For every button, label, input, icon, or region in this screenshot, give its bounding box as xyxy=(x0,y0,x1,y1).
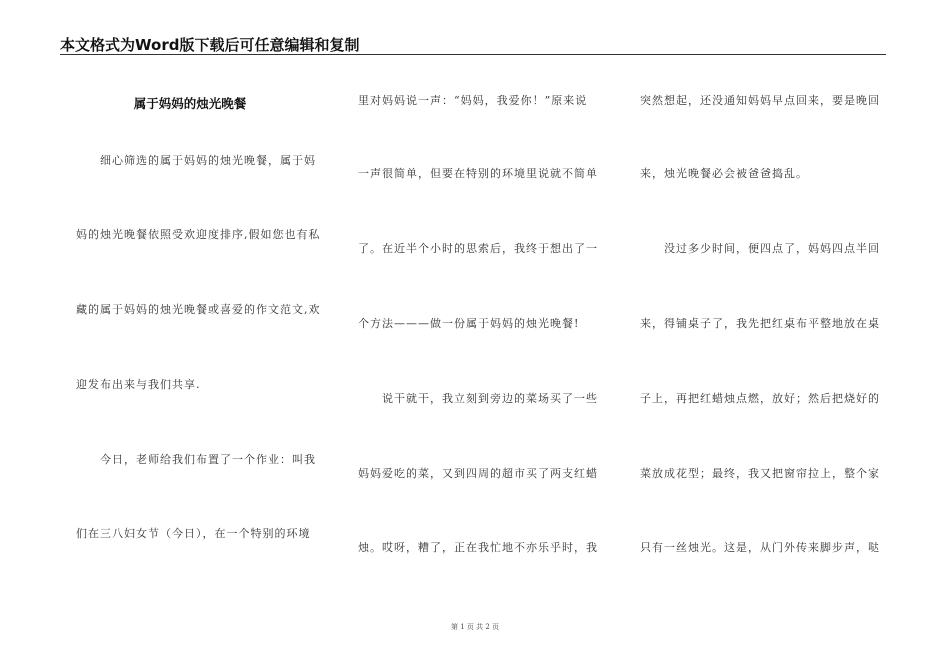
paragraph-line: 藏的属于妈妈的烛光晚餐或喜爱的作文范文,欢 xyxy=(76,303,321,316)
paragraph-line: 没过多少时间，便四点了，妈妈四点半回 xyxy=(664,242,880,255)
paragraph-line: 说干就干，我立刻到旁边的菜场买了一些 xyxy=(382,392,598,405)
paragraph-line: 了。在近半个小时的思索后，我终于想出了一 xyxy=(358,242,598,255)
article-title: 属于妈妈的烛光晚餐 xyxy=(133,96,247,111)
paragraph-line: 突然想起，还没通知妈妈早点回来，要是晚回 xyxy=(640,94,880,107)
paragraph-line: 里对妈妈说一声：“妈妈，我爱你！”原来说 xyxy=(358,94,588,107)
paragraph-line: 们在三八妇女节（今日），在一个特别的环境 xyxy=(76,527,311,540)
paragraph-line: 烛。哎呀，糟了，正在我忙地不亦乐乎时，我 xyxy=(358,541,598,554)
document-header: 本文格式为Word版下载后可任意编辑和复制 xyxy=(60,36,360,54)
paragraph-line: 菜放成花型；最终，我又把窗帘拉上，整个家 xyxy=(640,467,880,480)
paragraph-line: 细心筛选的属于妈妈的烛光晚餐，属于妈 xyxy=(100,154,316,167)
paragraph-line: 只有一丝烛光。这是，从门外传来脚步声，哒 xyxy=(640,541,880,554)
paragraph-line: 今日，老师给我们布置了一个作业：叫我 xyxy=(100,453,316,466)
paragraph-line: 来，得铺桌子了，我先把红桌布平整地放在桌 xyxy=(640,317,880,330)
paragraph-line: 妈的烛光晚餐依照受欢迎度排序,假如您也有私 xyxy=(76,228,321,241)
header-divider xyxy=(60,54,886,55)
paragraph-line: 一声很简单，但要在特别的环境里说就不简单 xyxy=(358,167,598,180)
paragraph-line: 迎发布出来与我们共享. xyxy=(76,378,201,391)
paragraph-line: 来，烛光晚餐必会被爸爸捣乱。 xyxy=(640,167,808,180)
paragraph-line: 子上，再把红蜡烛点燃，放好；然后把烧好的 xyxy=(640,392,880,405)
paragraph-line: 个方法———做一份属于妈妈的烛光晚餐! xyxy=(358,317,580,330)
paragraph-line: 妈妈爱吃的菜，又到四周的超市买了两支红蜡 xyxy=(358,467,598,480)
page-number: 第 1 页 共 2 页 xyxy=(450,623,500,631)
